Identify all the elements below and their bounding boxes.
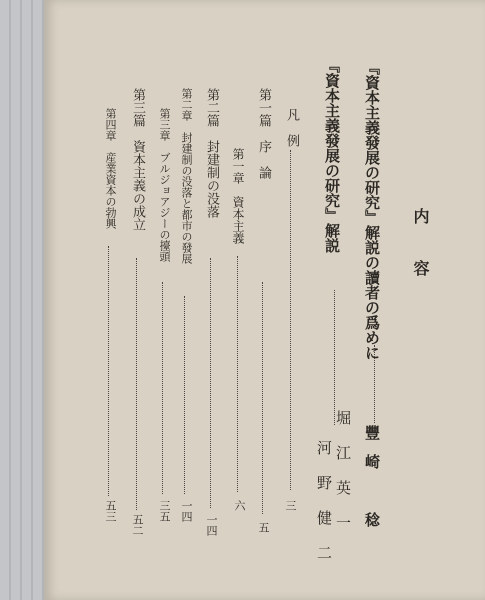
toc-page-number: 一四 bbox=[180, 500, 193, 522]
contents-heading: 内 容 bbox=[411, 208, 430, 286]
toc-leader bbox=[184, 296, 185, 494]
toc-author-kono: 河野健二 bbox=[315, 440, 333, 580]
toc-leader bbox=[210, 258, 211, 508]
toc-entry-chapter3: 第三章 ブルジョアジーの擡頭 bbox=[158, 108, 171, 262]
toc-page-number: 一四 bbox=[205, 514, 218, 536]
toc-entry-part2: 第二篇 封建制の没落 bbox=[204, 88, 219, 218]
toc-entry-commentary: 『資本主義發展の研究』解説 bbox=[323, 58, 341, 253]
toc-page-number: 三 bbox=[284, 500, 297, 511]
toc-leader bbox=[136, 258, 137, 510]
toc-leader bbox=[290, 150, 291, 490]
toc-entry-commentary-for-readers: 『資本主義發展の研究』解説の讀者の爲めに bbox=[363, 60, 381, 360]
toc-entry-chapter4: 第四章 産業資本の勃興 bbox=[104, 108, 117, 229]
toc-page-number: 五二 bbox=[131, 514, 144, 536]
toc-page-number: 六 bbox=[233, 500, 246, 511]
book-page bbox=[44, 0, 485, 600]
toc-leader bbox=[162, 282, 163, 494]
scanner-background bbox=[0, 0, 44, 600]
toc-entry-part3: 第三篇 資本主義の成立 bbox=[130, 88, 145, 231]
toc-author-toyosaki: 豐崎 稔 bbox=[363, 425, 381, 541]
toc-leader bbox=[262, 282, 263, 514]
toc-entry-chapter2: 第二章 封建制の没落と都市の發展 bbox=[180, 88, 193, 264]
toc-entry-part1-intro: 第一篇 序 論 bbox=[256, 88, 271, 179]
toc-page-number: 五 bbox=[257, 522, 270, 533]
toc-entry-notes: 凡 例 bbox=[284, 108, 299, 147]
toc-leader bbox=[108, 246, 109, 496]
toc-leader bbox=[334, 290, 335, 425]
toc-page-number: 五三 bbox=[104, 500, 117, 522]
toc-author-horie: 堀江英一 bbox=[334, 410, 352, 550]
toc-page-number: 三五 bbox=[158, 500, 171, 522]
toc-leader bbox=[374, 345, 375, 423]
toc-leader bbox=[237, 256, 238, 492]
toc-entry-chapter1: 第一章 資本主義 bbox=[231, 148, 245, 244]
